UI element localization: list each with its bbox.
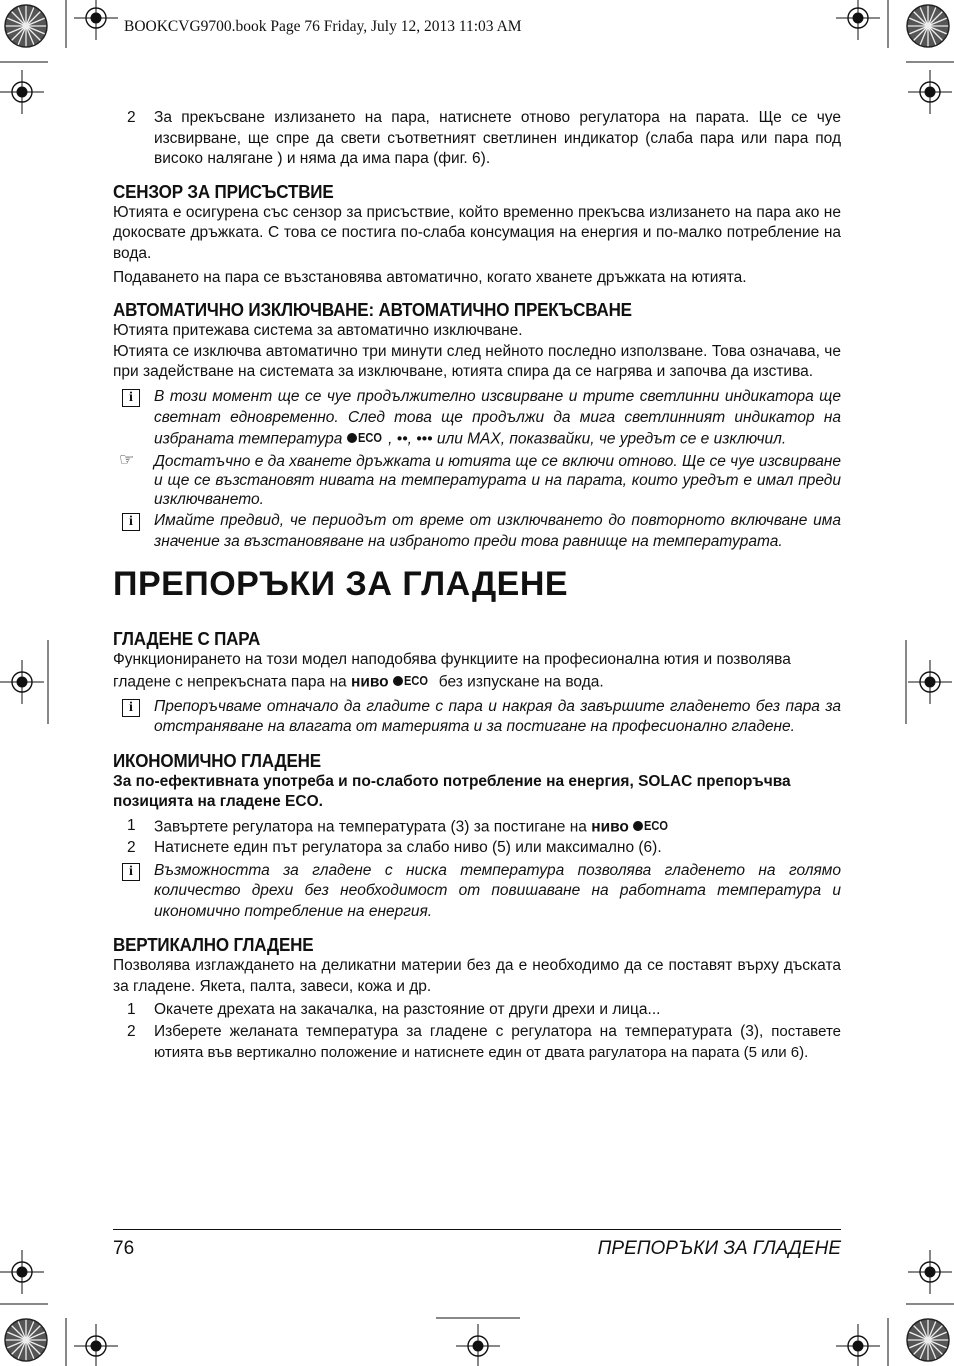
registration-target-icon bbox=[0, 660, 44, 704]
info-note bbox=[113, 511, 841, 552]
step-text: Изберете желаната температура за гладене с регулатора на температурата (3), поставете ютията във вертикално положение и натиснете един от двата рагулатора на парата (5 или 6). bbox=[154, 1023, 841, 1061]
step-number: 1 bbox=[127, 1000, 136, 1018]
note-text: Имайте предвид, че периодът от време от изключването до повторното включване има значение за възстановяване на избраното преди това равнище на температурата. bbox=[154, 512, 841, 550]
registration-target-icon bbox=[836, 0, 880, 40]
color-starburst-icon bbox=[907, 1319, 949, 1361]
paragraph: Позволява изглаждането на деликатни материи без да е необходимо да се поставят върху дъската за гладене. Якета, палта, завеси, кожа и др. bbox=[113, 957, 841, 995]
step-number: 2 bbox=[127, 109, 136, 126]
note-text: , ••, ••• или MAX, показвайки, че уредът се е изключил. bbox=[388, 430, 787, 448]
info-box-icon: i bbox=[122, 699, 140, 717]
numbered-step bbox=[113, 816, 841, 838]
note-text: Препоръчваме отначало да гладите с пара и накрая да завършите гладенето без пара за отстраняване на влагата от материята и за постигане на професионално гладене. bbox=[154, 697, 841, 736]
info-note bbox=[113, 387, 841, 450]
color-starburst-icon bbox=[5, 1319, 47, 1361]
eco-level-icon: ECO bbox=[347, 428, 384, 449]
section-heading: АВТОМАТИЧНО ИЗКЛЮЧВАНЕ: АВТОМАТИЧНО ПРЕКЪСВАНЕ bbox=[113, 299, 632, 321]
numbered-step bbox=[113, 1000, 841, 1021]
registration-target-icon bbox=[0, 1250, 44, 1294]
paragraph: Ютията притежава система за автоматично изключване. bbox=[113, 322, 523, 340]
registration-target-icon bbox=[74, 0, 118, 40]
paragraph: Функционирането на този модел наподобява функциите на професионална ютия и позволява гладене с непрекъсната пара на ниво ECO без изпускане на вода. bbox=[113, 651, 791, 691]
note-text: Достатъчно е да хванете дръжката и ютията ще се включи отново. Ще се чуе изсвирване и ще се възстановят нивата на температурата и на парата, които уредът е имал преди изключването. bbox=[154, 453, 841, 509]
info-note bbox=[113, 697, 841, 738]
registration-target-icon bbox=[74, 1324, 118, 1366]
eco-level-icon: ECO bbox=[633, 816, 670, 837]
step-text: Завъртете регулатора на температурата (3) за постигане на ниво ECO bbox=[154, 816, 841, 838]
section-heading: ИКОНОМИЧНО ГЛАДЕНЕ bbox=[113, 749, 321, 771]
page-content bbox=[113, 108, 841, 1063]
paragraph: Подаването на пара се възстановява автоматично, когато хванете дръжката на ютията. bbox=[113, 268, 747, 286]
color-starburst-icon bbox=[5, 5, 47, 47]
step-number: 1 bbox=[127, 817, 136, 835]
registration-target-icon bbox=[908, 70, 952, 114]
tip-note bbox=[113, 452, 841, 509]
color-starburst-icon bbox=[907, 5, 949, 47]
paragraph: Ютията е осигурена със сензор за присъствие, който временно прекъсва излизането на пара ако не докосвате дръжката. С това се постига по-слаба консумация на енергия и по-малко потребление на вода. bbox=[113, 203, 841, 262]
bold-paragraph: За по-ефективната употреба и по-слабото потребление на енергия, SOLAC препоръчва позицията на гладене ECO. bbox=[113, 772, 791, 811]
info-box-icon: i bbox=[122, 389, 140, 407]
footer-title: ПРЕПОРЪКИ ЗА ГЛАДЕНЕ bbox=[597, 1238, 841, 1259]
section-heading: ВЕРТИКАЛНО ГЛАДЕНЕ bbox=[113, 934, 314, 956]
registration-target-icon bbox=[836, 1324, 880, 1366]
section-heading: СЕНЗОР ЗА ПРИСЪСТВИЕ bbox=[113, 180, 334, 202]
eco-level-icon: ECO bbox=[393, 671, 430, 692]
info-box-icon: i bbox=[122, 863, 140, 881]
registration-target-icon bbox=[456, 1324, 500, 1366]
paragraph: Ютията се изключва автоматично три минути след нейното последно използване. Това означава, че при задействане на системата за изключване, ютията спира да се нагрява и започва да изстива. bbox=[113, 342, 841, 381]
section-heading: ГЛАДЕНЕ С ПАРА bbox=[113, 628, 261, 650]
registration-target-icon bbox=[908, 660, 952, 704]
step-number: 2 bbox=[127, 838, 136, 856]
pointing-hand-icon: ☞ bbox=[119, 450, 135, 470]
step-text: Натиснете един път регулатора за слабо ниво (5) или максимално (6). bbox=[154, 838, 662, 856]
print-header: BOOKCVG9700.book Page 76 Friday, July 12, 2013 11:03 AM bbox=[124, 18, 522, 35]
note-text: Възможността за гладене с ниска температура позволява гладенето на голямо количество дрехи без необходимост от повишаване на работната температура и икономично потребление на енергия. bbox=[154, 861, 841, 920]
numbered-step bbox=[113, 838, 841, 859]
footer-rule bbox=[113, 1229, 841, 1230]
registration-target-icon bbox=[0, 70, 44, 114]
step-number: 2 bbox=[127, 1023, 136, 1041]
registration-target-icon bbox=[908, 1250, 952, 1294]
step-text: За прекъсване излизането на пара, натиснете отново регулатора на парата. Ще се чуе изсвирване, ще спре да свети съответният светлинен индикатор (слаба пара или пара под високо налягане ) и няма да има пара (фиг. 6). bbox=[154, 109, 841, 168]
note-text: В този момент ще се чуе продължително изсвирване и трите светлинни индикатора ще светнат едновременно. След това ще продължи да мига светлинният индикатор на избраната температура bbox=[154, 387, 841, 448]
page-number: 76 bbox=[113, 1238, 135, 1259]
info-box-icon: i bbox=[122, 513, 140, 531]
step-text: Окачете дрехата на закачалка, на разстояние от други дрехи и лица... bbox=[154, 1000, 661, 1018]
numbered-step bbox=[113, 1022, 841, 1063]
intro-step bbox=[113, 108, 841, 170]
page-title: ПРЕПОРЪКИ ЗА ГЛАДЕНЕ bbox=[113, 565, 569, 604]
info-note bbox=[113, 861, 841, 923]
